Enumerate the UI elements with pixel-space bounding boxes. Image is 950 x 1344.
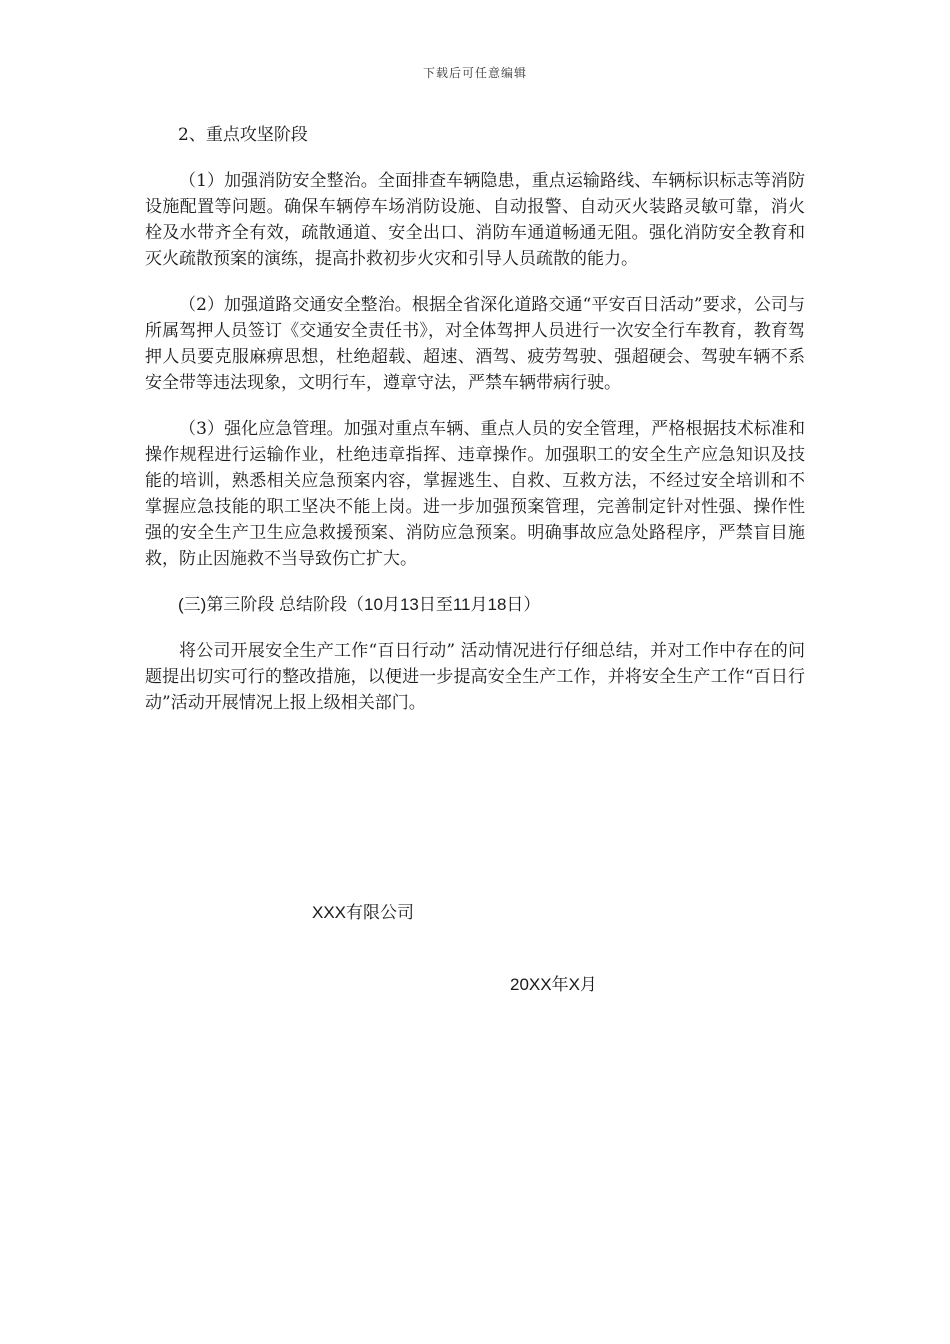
header-note: 下载后可任意编辑 [422,66,527,80]
paragraph-road-traffic: （2）加强道路交通安全整治。根据全省深化道路交通“平安百日活动”要求，公司与所属驾押人员签订《交通安全责任书》，对全体驾押人员进行一次安全行车教育，教育驾押人员要克服麻痹思想，杜绝超载、超速、酒驾、疲劳驾驶、强超硬会、驾驶车辆不系安全带等违法现象，文明行车，遵章守法，严禁车辆带病行驶。 [145,295,805,393]
document-body [145,122,805,736]
stage3-heading: (三)第三阶段 总结阶段（10月13日至11月18日） [178,595,541,614]
signature-date: 20XX年X月 [510,975,597,994]
paragraph-summary: 将公司开展安全生产工作“百日行动” 活动情况进行仔细总结，并对工作中存在的问题提出切实可行的整改措施，以便进一步提高安全生产工作，并将安全生产工作“百日行动”活动开展情况上报上级相关部门。 [145,641,805,713]
paragraph-fire-safety: （1）加强消防安全整治。全面排查车辆隐患，重点运输路线、车辆标识标志等消防设施配置等问题。确保车辆停车场消防设施、自动报警、自动灭火装路灵敏可靠，消火栓及水带齐全有效，疏散通道、安全出口、消防车通道畅通无阻。强化消防安全教育和灭火疏散预案的演练，提高扑救初步火灾和引导人员疏散的能力。 [145,171,805,269]
company-signature: XXX有限公司 [312,903,415,922]
paragraph-emergency-management: （3）强化应急管理。加强对重点车辆、重点人员的安全管理，严格根据技术标准和操作规程进行运输作业，杜绝违章指挥、违章操作。加强职工的安全生产应急知识及技能的培训，熟悉相关应急预案内容，掌握逃生、自救、互救方法，不经过安全培训和不掌握应急技能的职工坚决不能上岗。进一步加强预案管理，完善制定针对性强、操作性强的安全生产卫生应急救援预案、消防应急预案。明确事故应急处路程序，严禁盲目施救，防止因施救不当导致伤亡扩大。 [145,419,805,569]
section-heading: 2、重点攻坚阶段 [178,125,308,145]
